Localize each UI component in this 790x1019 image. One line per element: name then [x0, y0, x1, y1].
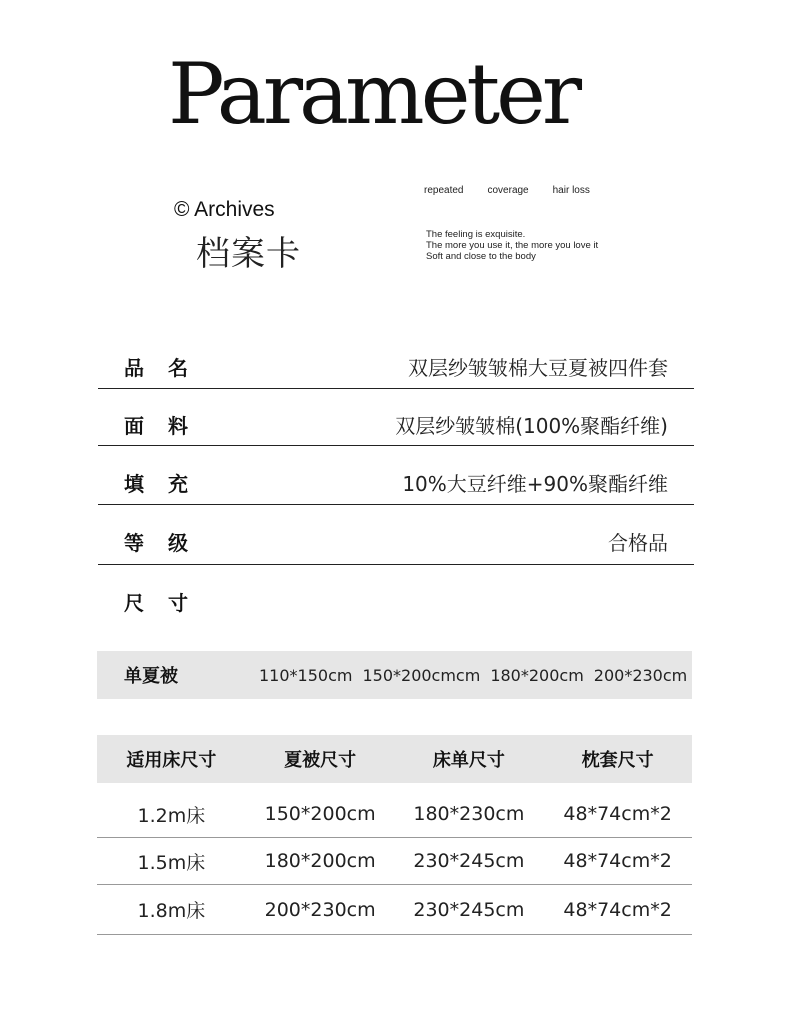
description-line: The more you use it, the more you love it — [426, 240, 599, 251]
tag-hair-loss: hair loss — [552, 185, 590, 196]
table-cell: 150*200cm — [264, 803, 376, 825]
table-cell: 48*74cm*2 — [563, 850, 672, 872]
param-row-size — [98, 580, 694, 622]
param-label: 填充 — [124, 471, 212, 496]
column-header: 夏被尺寸 — [284, 750, 357, 771]
table-cell: 1.8m床 — [137, 900, 206, 922]
single-quilt-row — [97, 651, 692, 699]
size-option: 200*230cm — [593, 665, 688, 685]
table-cell: 230*245cm — [413, 850, 525, 872]
column-header: 适用床尺寸 — [126, 750, 217, 771]
table-cell: 1.2m床 — [137, 804, 206, 827]
single-quilt-label: 单夏被 — [124, 666, 178, 687]
size-option: 110*150cm — [259, 665, 353, 685]
param-value: 10%大豆纤维+90%聚酯纤维 — [402, 471, 668, 496]
page-title: Parameter — [168, 45, 579, 143]
archives-cn-label: 档案卡 — [196, 234, 301, 274]
param-label: 等级 — [124, 530, 212, 555]
table-cell: 1.5m床 — [137, 851, 206, 874]
table-cell: 48*74cm*2 — [563, 803, 672, 825]
table-cell: 200*230cm — [264, 898, 376, 921]
param-row-grade — [98, 518, 694, 565]
column-header: 床单尺寸 — [432, 750, 505, 771]
table-row — [97, 838, 692, 885]
table-header — [97, 735, 692, 783]
table-cell: 48*74cm*2 — [563, 898, 672, 921]
param-value: 双层纱皱皱棉(100%聚酯纤维) — [395, 413, 668, 438]
param-row-name — [98, 345, 694, 389]
param-value: 合格品 — [608, 530, 668, 555]
description-line: Soft and close to the body — [426, 251, 536, 262]
table-row — [97, 885, 692, 935]
param-label: 尺寸 — [124, 590, 212, 615]
size-option: 180*200cm — [490, 665, 584, 685]
table-row — [97, 791, 692, 838]
single-quilt-sizes — [259, 666, 687, 685]
table-cell: 230*245cm — [413, 898, 525, 921]
description — [426, 229, 598, 262]
param-row-filling — [98, 460, 694, 505]
table-cell: 180*200cm — [264, 850, 376, 872]
size-option: 150*200cmcm — [362, 665, 481, 685]
tag-coverage: coverage — [487, 185, 529, 196]
column-header: 枕套尺寸 — [581, 750, 654, 771]
archives-label: © Archives — [174, 198, 275, 221]
tag-row — [424, 185, 590, 196]
table-cell: 180*230cm — [413, 803, 525, 825]
param-label: 面料 — [124, 413, 212, 438]
param-label: 品名 — [124, 356, 212, 380]
param-row-fabric — [98, 403, 694, 446]
description-line: The feeling is exquisite. — [426, 229, 526, 240]
size-table — [97, 735, 692, 935]
param-value: 双层纱皱皱棉大豆夏被四件套 — [408, 356, 668, 380]
tag-repeated: repeated — [424, 185, 464, 196]
